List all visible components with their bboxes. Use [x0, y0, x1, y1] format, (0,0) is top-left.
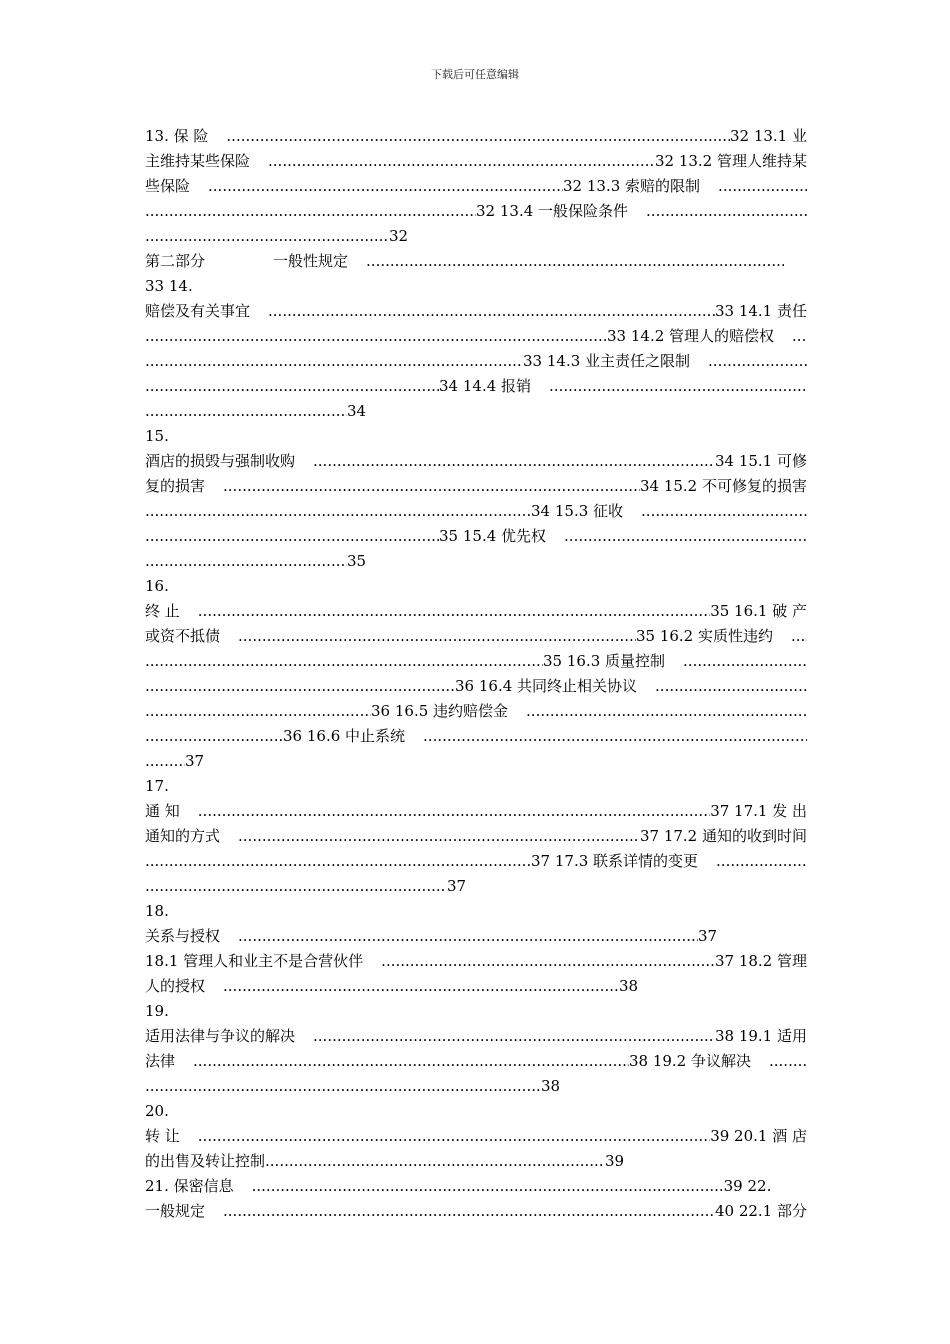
toc-text: 34 14.4 报销	[439, 377, 532, 395]
toc-text: 些保险	[145, 177, 191, 195]
toc-line	[145, 349, 807, 374]
toc-text: 37 17.2 通知的收到时间	[639, 827, 807, 845]
toc-leader	[646, 199, 807, 224]
toc-line	[145, 299, 807, 324]
toc-leader	[238, 624, 636, 649]
toc-line	[145, 674, 807, 699]
toc-leader	[265, 1149, 605, 1174]
toc-line	[145, 174, 807, 199]
toc-leader	[238, 824, 640, 849]
toc-text: 15.	[145, 427, 169, 445]
toc-leader	[145, 499, 531, 524]
toc-leader	[223, 974, 619, 999]
toc-leader	[198, 599, 710, 624]
toc-leader	[145, 724, 283, 749]
toc-leader	[145, 549, 347, 574]
toc-leader	[223, 1199, 715, 1224]
toc-leader	[145, 849, 531, 874]
toc-line	[145, 924, 807, 949]
toc-leader	[708, 349, 807, 374]
toc-line	[145, 574, 807, 599]
toc-text: 34 15.1 可修	[714, 452, 807, 470]
toc-text: 39 22.	[723, 1177, 772, 1195]
toc-text: 主维持某些保险	[145, 152, 251, 170]
toc-leader	[655, 674, 807, 699]
toc-line	[145, 274, 807, 299]
toc-line	[145, 149, 807, 174]
toc-leader	[145, 374, 439, 399]
toc-leader	[313, 449, 715, 474]
toc-leader	[564, 524, 807, 549]
toc-line	[145, 874, 807, 899]
toc-leader	[145, 649, 543, 674]
toc-text: 酒店的损毁与强制收购	[145, 452, 296, 470]
toc-leader	[718, 174, 807, 199]
toc-text: 36 16.4 共同终止相关协议	[455, 677, 638, 695]
toc-text: 17.	[145, 777, 169, 795]
toc-line	[145, 449, 807, 474]
toc-text: 33 14.2 管理人的赔偿权	[607, 327, 775, 345]
toc-line	[145, 1074, 807, 1099]
toc-text: 37	[185, 752, 205, 770]
toc-text: 37 17.1 发 出	[710, 802, 807, 820]
toc-text: 35 15.4 优先权	[439, 527, 547, 545]
toc-line	[145, 949, 807, 974]
toc-leader	[145, 1074, 541, 1099]
toc-leader	[208, 174, 563, 199]
toc-text: 32 13.2 管理人维持某	[654, 152, 807, 170]
toc-leader	[792, 324, 807, 349]
toc-text: 34 15.3 征收	[531, 502, 624, 520]
toc-text: 的出售及转让控制	[145, 1152, 266, 1170]
toc-leader	[198, 799, 710, 824]
toc-text: 39	[605, 1152, 625, 1170]
toc-line	[145, 474, 807, 499]
toc-line	[145, 999, 807, 1024]
toc-line	[145, 524, 807, 549]
toc-leader	[268, 299, 715, 324]
toc-leader	[252, 1174, 724, 1199]
toc-line	[145, 1049, 807, 1074]
toc-leader	[683, 649, 807, 674]
toc-text: 32 13.1 业	[729, 127, 807, 145]
toc-line	[145, 224, 807, 249]
toc-text: 第二部分	[145, 252, 206, 270]
toc-text: 法律	[145, 1052, 176, 1070]
toc-text: 18.	[145, 902, 169, 920]
toc-leader	[526, 699, 807, 724]
toc-line	[145, 1149, 807, 1174]
toc-text: 35	[347, 552, 367, 570]
page-header: 下载后可任意编辑	[431, 68, 519, 81]
toc-line	[145, 324, 807, 349]
toc-line	[145, 799, 807, 824]
toc-text: 38 19.2 争议解决	[628, 1052, 751, 1070]
toc-text: 33 14.1 责任	[714, 302, 807, 320]
toc-text: 复的损害	[145, 477, 206, 495]
toc-text: 通知的方式	[145, 827, 221, 845]
toc-leader	[193, 1049, 629, 1074]
toc-leader	[145, 224, 389, 249]
toc-leader	[381, 949, 715, 974]
toc-text: 通 知	[145, 802, 180, 820]
toc-text: 16.	[145, 577, 169, 595]
toc-leader	[145, 874, 447, 899]
toc-leader	[423, 724, 807, 749]
toc-text: 32 13.3 索赔的限制	[563, 177, 701, 195]
toc-line	[145, 849, 807, 874]
toc-text: 37 18.2 管理	[714, 952, 807, 970]
toc-text: 18.1 管理人和业主不是合营伙伴	[145, 952, 364, 970]
toc-text: 36 16.5 违约赔偿金	[371, 702, 509, 720]
toc-text: 39 20.1 酒 店	[710, 1127, 807, 1145]
toc-leader	[641, 499, 807, 524]
toc-line	[145, 124, 807, 149]
toc-text: 33 14.3 业主责任之限制	[523, 352, 691, 370]
toc-text: 35 16.3 质量控制	[543, 652, 666, 670]
toc-text: 34	[347, 402, 367, 420]
toc-text: 一般性规定	[273, 252, 349, 270]
toc-line	[145, 1024, 807, 1049]
toc-text: 32 13.4 一般保险条件	[476, 202, 629, 220]
toc-line	[145, 649, 807, 674]
table-of-contents	[145, 124, 807, 1224]
toc-leader	[145, 324, 607, 349]
toc-text: 关系与授权	[145, 927, 221, 945]
toc-leader	[313, 1024, 715, 1049]
toc-leader	[226, 124, 730, 149]
toc-leader	[145, 524, 439, 549]
toc-text: 赔偿及有关事宜	[145, 302, 251, 320]
toc-leader	[145, 749, 185, 774]
toc-line	[145, 424, 807, 449]
toc-line	[145, 199, 807, 224]
toc-text: 20.	[145, 1102, 169, 1120]
toc-text: 33 14.	[145, 277, 193, 295]
toc-leader	[549, 374, 807, 399]
toc-line	[145, 499, 807, 524]
toc-leader	[145, 399, 347, 424]
toc-leader	[238, 924, 698, 949]
toc-line	[145, 899, 807, 924]
toc-line	[145, 824, 807, 849]
toc-text: 或资不抵债	[145, 627, 221, 645]
toc-text: 13. 保 险	[145, 127, 209, 145]
toc-leader	[716, 849, 807, 874]
toc-line	[145, 374, 807, 399]
toc-line	[145, 399, 807, 424]
toc-text: 38	[541, 1077, 561, 1095]
toc-text: 34 15.2 不可修复的损害	[639, 477, 807, 495]
toc-leader	[769, 1049, 807, 1074]
toc-leader	[145, 674, 455, 699]
toc-line	[145, 1124, 807, 1149]
toc-leader	[145, 349, 523, 374]
toc-leader	[223, 474, 640, 499]
toc-text: 19.	[145, 1002, 169, 1020]
toc-leader	[268, 149, 655, 174]
toc-leader	[145, 199, 476, 224]
toc-line	[145, 1199, 807, 1224]
toc-leader	[366, 249, 784, 274]
toc-text: 37	[698, 927, 718, 945]
toc-line	[145, 549, 807, 574]
toc-text: 40 22.1 部分	[714, 1202, 807, 1220]
toc-line	[145, 974, 807, 999]
toc-text: 35 16.1 破 产	[710, 602, 807, 620]
toc-text: 21. 保密信息	[145, 1177, 234, 1195]
toc-line	[145, 724, 807, 749]
toc-line	[145, 624, 807, 649]
toc-text: 38 19.1 适用	[714, 1027, 807, 1045]
toc-line	[145, 774, 807, 799]
toc-line	[145, 1099, 807, 1124]
toc-text: 人的授权	[145, 977, 206, 995]
toc-line	[145, 699, 807, 724]
toc-text: 终 止	[145, 602, 180, 620]
toc-line	[145, 249, 807, 274]
toc-text: 适用法律与争议的解决	[145, 1027, 296, 1045]
toc-text: 37 17.3 联系详情的变更	[531, 852, 699, 870]
toc-leader	[198, 1124, 710, 1149]
toc-line	[145, 749, 807, 774]
toc-text: 转 让	[145, 1127, 180, 1145]
toc-leader	[791, 624, 807, 649]
toc-text: 38	[619, 977, 639, 995]
toc-text: 35 16.2 实质性违约	[635, 627, 773, 645]
toc-text: 32	[389, 227, 409, 245]
toc-text: 一般规定	[145, 1202, 206, 1220]
toc-text: 37	[447, 877, 467, 895]
toc-leader	[145, 699, 371, 724]
toc-text: 36 16.6 中止系统	[283, 727, 406, 745]
toc-line	[145, 599, 807, 624]
toc-line	[145, 1174, 807, 1199]
